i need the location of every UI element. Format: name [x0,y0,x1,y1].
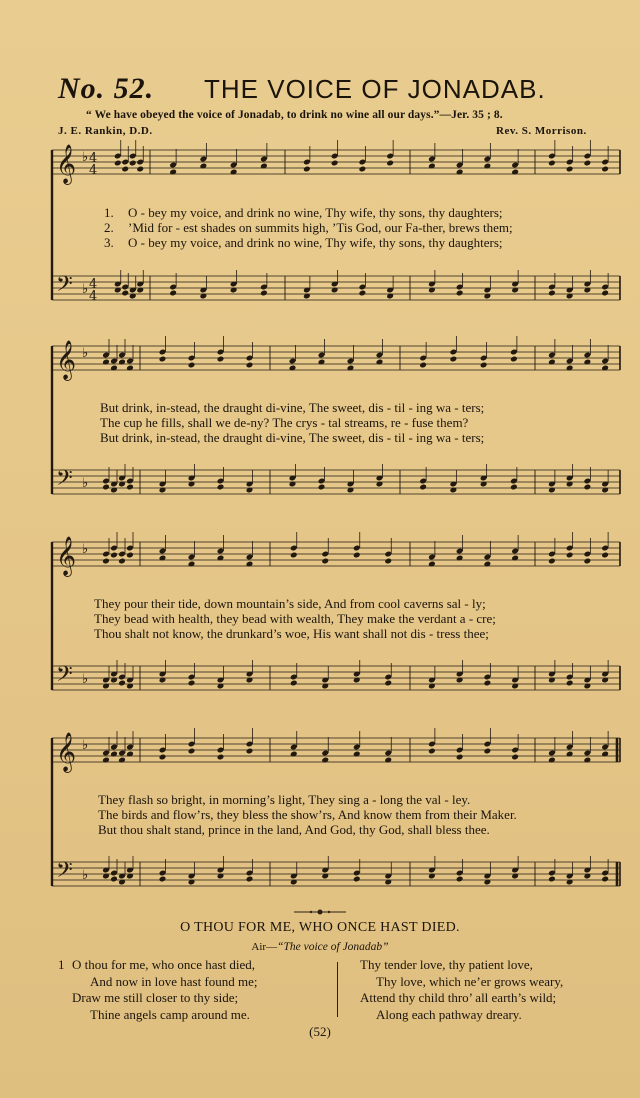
lyricist-credit: J. E. Rankin, D.D. [58,125,153,137]
stanza-divider [337,962,338,1017]
note-head [121,166,129,173]
key-flat: ♭ [82,476,89,491]
note-head [548,558,556,565]
note-head [188,680,196,687]
time-signature: 4 [89,163,98,178]
lyric-line: They bead with health, they bead with wealth, They make the verdant a - cre; [94,611,496,626]
lyric-line: They flash so bright, in morning’s light, They sing a - long the val - ley. [98,792,471,807]
note-head [110,552,118,559]
stanza-line: And now in love hast found me; [90,973,258,989]
lyric-line: ’Mid for - est shades on summits high, ’Tis God, our Fa-ther, brews them; [128,220,513,235]
note-head [456,876,464,883]
ornament-divider [292,908,348,916]
bass-clef: 𝄢 [56,466,73,496]
note-head [188,362,196,369]
note-head [321,558,329,565]
lyric-line: The cup he fills, shall we de-ny? The crys - tal streams, re - fuse them? [100,415,469,430]
note-head [510,484,518,491]
note-head [290,552,298,559]
note-head [584,160,592,167]
note-head [159,876,167,883]
stanza-line: Thy love, which ne’er grows weary, [376,973,564,989]
stanza-line: Along each pathway dreary. [376,1006,522,1022]
lyric-line: But thou shalt stand, prince in the land, And God, thy God, shall bless thee. [98,822,490,837]
key-flat: ♭ [82,282,89,297]
note-head [159,356,167,363]
treble-clef: 𝄞 [56,536,77,576]
note-head [246,748,254,755]
time-signature: 4 [89,151,98,166]
stanza-line: O thou for me, who once hast died, [72,957,256,972]
note-head [188,748,196,755]
key-flat: ♭ [82,542,89,557]
note-head [511,754,519,761]
note-head [566,680,574,687]
note-head [217,356,225,363]
stanza-line: Thine angels camp around me. [90,1006,250,1022]
note-head [480,362,488,369]
key-flat: ♭ [82,738,89,753]
note-head [384,680,392,687]
note-head [136,166,144,173]
note-head [456,754,464,761]
lyric-line: O - bey my voice, and drink no wine, Thy wife, thy sons, thy daughters; [128,235,503,250]
note-head [217,754,225,761]
note-head [260,290,268,297]
note-head [584,484,592,491]
composer-credit: Rev. S. Morrison. [496,125,587,137]
key-flat: ♭ [82,150,89,165]
key-flat: ♭ [82,868,89,883]
bass-clef: 𝄢 [56,858,73,888]
bass-clef: 𝄢 [56,272,73,302]
page-number: (52) [309,1024,331,1039]
note-head [290,680,298,687]
bass-clef: 𝄢 [56,662,73,692]
note-head [217,484,225,491]
stanza-line: Attend thy child thro’ all earth’s wild; [360,990,557,1005]
note-head [126,552,134,559]
treble-clef: 𝄞 [56,144,77,184]
lyric-line: O - bey my voice, and drink no wine, Thy wife, thy sons, thy daughters; [128,205,503,220]
stanza-line: Thy tender love, thy patient love, [360,957,533,972]
note-head [450,356,458,363]
air-prefix: Air— [251,941,278,953]
key-flat: ♭ [82,346,89,361]
note-head [419,362,427,369]
note-head [118,558,126,565]
note-head [246,876,254,883]
verse-number: 1. [104,205,114,220]
note-head [601,876,609,883]
note-head [601,290,609,297]
note-head [484,680,492,687]
air-indication [0,941,640,953]
lyric-line: Thou shalt not know, the drunkard’s woe, His want shall not dis - tress thee; [94,626,489,641]
hymn-title: THE VOICE OF JONADAB. [204,74,546,104]
treble-clef: 𝄞 [56,732,77,772]
note-head [584,558,592,565]
note-head [126,484,134,491]
note-head [353,552,361,559]
note-head [114,160,122,167]
note-head [118,680,126,687]
treble-clef: 𝄞 [56,340,77,380]
hymn-number: No. 52. [58,72,155,105]
note-head [129,160,137,167]
note-head [359,290,367,297]
key-flat: ♭ [82,672,89,687]
note-head [548,290,556,297]
note-head [318,484,326,491]
second-hymn-title: O THOU FOR ME, WHO ONCE HAST DIED. [180,920,460,935]
note-head [548,876,556,883]
note-head [566,552,574,559]
note-head [548,160,556,167]
note-head [159,754,167,761]
note-head [566,166,574,173]
note-head [484,748,492,755]
note-head [419,484,427,491]
verse-number: 3. [104,235,114,250]
air-name: “The voice of Jonadab” [277,941,389,953]
stanza-line: Draw me still closer to thy side; [72,990,239,1005]
scripture-epigraph: “ We have obeyed the voice of Jonadab, to drink no wine all our days.”—Jer. 35 ; 8. [86,109,503,121]
note-head [246,362,254,369]
time-signature: 4 [89,277,98,292]
note-head [359,166,367,173]
verse-number: 2. [104,220,114,235]
note-head [102,484,110,491]
note-head [110,876,118,883]
note-head [428,748,436,755]
note-head [601,552,609,559]
lyric-line: But drink, in-stead, the draught di-vine, The sweet, dis - til - ing wa - ters; [100,400,485,415]
note-head [386,160,394,167]
lyric-line: They pour their tide, down mountain’s side, And from cool caverns sal - ly; [94,596,486,611]
note-head [510,356,518,363]
note-head [303,166,311,173]
lyric-line: The birds and flow’rs, they bless the show’rs, And know them from their Maker. [98,807,517,822]
stanza-number: 1 [58,957,65,972]
note-head [384,558,392,565]
note-head [102,558,110,565]
note-head [601,166,609,173]
time-signature: 4 [89,289,98,304]
note-head [353,876,361,883]
note-head [456,290,464,297]
note-head [169,290,177,297]
lyric-line: But drink, in-stead, the draught di-vine, The sweet, dis - til - ing wa - ters; [100,430,485,445]
note-head [121,290,129,297]
note-head [331,160,339,167]
